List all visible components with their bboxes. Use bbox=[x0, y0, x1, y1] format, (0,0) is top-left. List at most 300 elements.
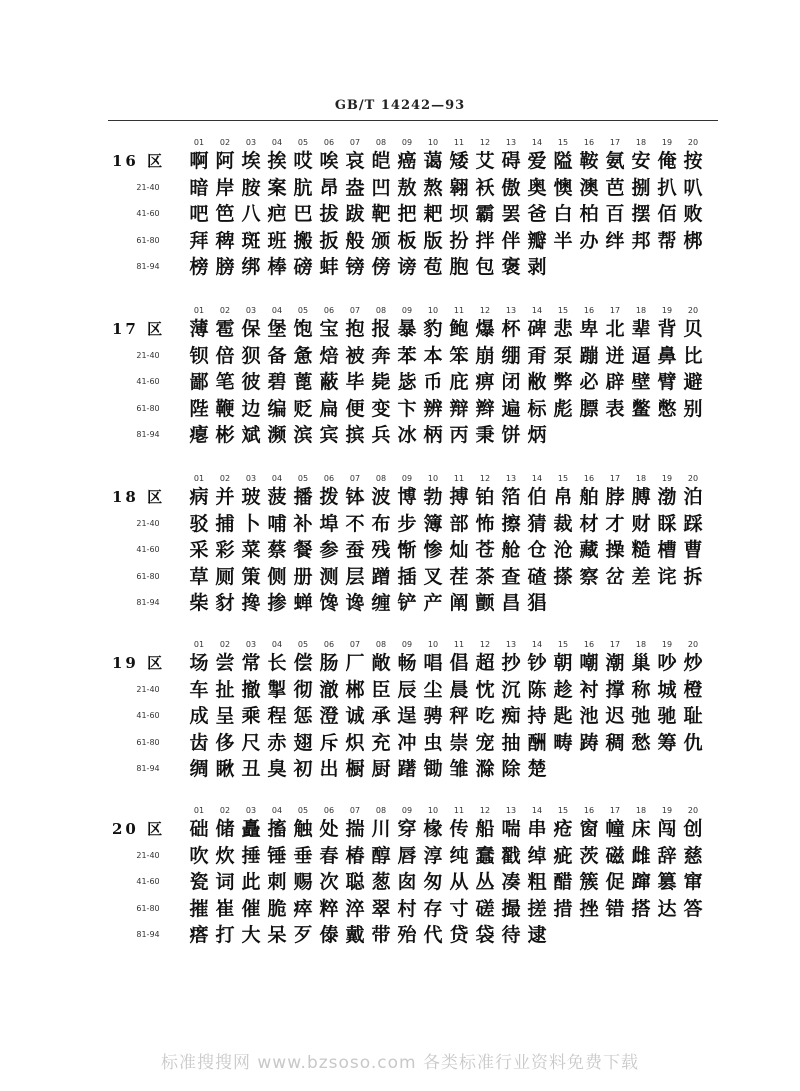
column-number: 12 bbox=[479, 138, 491, 147]
column-number: 20 bbox=[687, 138, 699, 147]
column-number: 17 bbox=[609, 640, 621, 649]
hanzi-cell: 蔽 bbox=[319, 371, 339, 393]
hanzi-cell: 爆 bbox=[475, 318, 495, 340]
hanzi-cell: 餐 bbox=[293, 539, 313, 561]
column-number: 04 bbox=[271, 806, 283, 815]
column-number: 04 bbox=[271, 306, 283, 315]
hanzi-cell: 包 bbox=[475, 256, 495, 278]
hanzi-cell: 操 bbox=[605, 539, 625, 561]
hanzi-cell: 藏 bbox=[579, 539, 599, 561]
hanzi-cell: 侧 bbox=[267, 566, 287, 588]
column-number: 14 bbox=[531, 806, 543, 815]
hanzi-cell: 渤 bbox=[657, 486, 677, 508]
hanzi-cell: 笔 bbox=[215, 371, 235, 393]
hanzi-cell: 秤 bbox=[449, 705, 469, 727]
hanzi-cell: 炽 bbox=[345, 732, 365, 754]
column-number: 10 bbox=[427, 474, 439, 483]
hanzi-cell: 酬 bbox=[527, 732, 547, 754]
hanzi-cell: 绷 bbox=[501, 345, 521, 367]
hanzi-cell: 凹 bbox=[371, 177, 391, 199]
hanzi-cell: 踌 bbox=[579, 732, 599, 754]
hanzi-cell: 遍 bbox=[501, 398, 521, 420]
hanzi-cell: 袋 bbox=[475, 924, 495, 946]
hanzi-cell: 暴 bbox=[397, 318, 417, 340]
hanzi-cell: 悲 bbox=[553, 318, 573, 340]
hanzi-cell: 草 bbox=[189, 566, 209, 588]
hanzi-cell: 搏 bbox=[449, 486, 469, 508]
char-row bbox=[0, 538, 800, 562]
hanzi-cell: 厕 bbox=[215, 566, 235, 588]
hanzi-cell: 宝 bbox=[319, 318, 339, 340]
row-range-label: 81-94 bbox=[136, 598, 160, 607]
hanzi-cell: 臣 bbox=[371, 679, 391, 701]
hanzi-cell: 错 bbox=[605, 898, 625, 920]
column-number: 18 bbox=[635, 474, 647, 483]
column-number: 10 bbox=[427, 806, 439, 815]
page-header: GB/T 14242—93 bbox=[334, 98, 466, 113]
hanzi-cell: 钡 bbox=[189, 345, 209, 367]
hanzi-cell: 炒 bbox=[683, 652, 703, 674]
hanzi-cell: 奔 bbox=[371, 345, 391, 367]
hanzi-cell: 弊 bbox=[553, 371, 573, 393]
hanzi-cell: 版 bbox=[423, 230, 443, 252]
hanzi-cell: 逼 bbox=[631, 345, 651, 367]
column-number: 15 bbox=[557, 306, 569, 315]
hanzi-cell: 搓 bbox=[527, 898, 547, 920]
hanzi-cell: 拔 bbox=[319, 203, 339, 225]
hanzi-cell: 胞 bbox=[449, 256, 469, 278]
hanzi-cell: 蔡 bbox=[267, 539, 287, 561]
zone-block bbox=[0, 474, 800, 624]
hanzi-cell: 蠢 bbox=[475, 845, 495, 867]
hanzi-cell: 撑 bbox=[605, 679, 625, 701]
hanzi-cell: 囱 bbox=[397, 871, 417, 893]
hanzi-cell: 葱 bbox=[371, 871, 391, 893]
hanzi-cell: 饱 bbox=[293, 318, 313, 340]
hanzi-cell: 膀 bbox=[215, 256, 235, 278]
column-number: 09 bbox=[401, 640, 413, 649]
column-number: 07 bbox=[349, 806, 361, 815]
char-row bbox=[0, 317, 800, 341]
char-row bbox=[0, 229, 800, 253]
hanzi-cell: 侈 bbox=[215, 732, 235, 754]
hanzi-cell: 播 bbox=[293, 486, 313, 508]
hanzi-cell: 爱 bbox=[527, 150, 547, 172]
row-range-label: 81-94 bbox=[136, 430, 160, 439]
zone-label: 16 区 bbox=[112, 152, 166, 170]
hanzi-cell: 哀 bbox=[345, 150, 365, 172]
hanzi-cell: 匆 bbox=[423, 871, 443, 893]
hanzi-cell: 掣 bbox=[267, 679, 287, 701]
row-range-label: 21-40 bbox=[136, 851, 160, 860]
hanzi-cell: 出 bbox=[319, 758, 339, 780]
hanzi-cell: 畴 bbox=[553, 732, 573, 754]
hanzi-cell: 拨 bbox=[319, 486, 339, 508]
column-number: 02 bbox=[219, 806, 231, 815]
column-number: 10 bbox=[427, 306, 439, 315]
hanzi-cell: 磋 bbox=[475, 898, 495, 920]
hanzi-cell: 焙 bbox=[319, 345, 339, 367]
column-number: 05 bbox=[297, 138, 309, 147]
column-number: 05 bbox=[297, 474, 309, 483]
hanzi-cell: 博 bbox=[397, 486, 417, 508]
row-range-label: 61-80 bbox=[136, 572, 160, 581]
row-characters bbox=[186, 870, 706, 894]
hanzi-cell: 敞 bbox=[371, 652, 391, 674]
hanzi-cell: 郴 bbox=[345, 679, 365, 701]
hanzi-cell: 彬 bbox=[215, 424, 235, 446]
row-characters bbox=[186, 651, 706, 675]
hanzi-cell: 从 bbox=[449, 871, 469, 893]
hanzi-cell: 戳 bbox=[501, 845, 521, 867]
hanzi-cell: 鲍 bbox=[449, 318, 469, 340]
hanzi-cell: 矮 bbox=[449, 150, 469, 172]
zone-label: 18 区 bbox=[112, 488, 166, 506]
column-number: 04 bbox=[271, 474, 283, 483]
hanzi-cell: 插 bbox=[397, 566, 417, 588]
hanzi-cell: 白 bbox=[553, 203, 573, 225]
hanzi-cell: 捕 bbox=[215, 513, 235, 535]
hanzi-cell: 稠 bbox=[605, 732, 625, 754]
hanzi-cell: 础 bbox=[189, 818, 209, 840]
hanzi-cell: 被 bbox=[345, 345, 365, 367]
hanzi-cell: 脖 bbox=[605, 486, 625, 508]
hanzi-cell: 春 bbox=[319, 845, 339, 867]
hanzi-cell: 保 bbox=[241, 318, 261, 340]
hanzi-cell: 毙 bbox=[371, 371, 391, 393]
hanzi-cell: 持 bbox=[527, 705, 547, 727]
column-number: 06 bbox=[323, 640, 335, 649]
hanzi-cell: 膊 bbox=[631, 486, 651, 508]
hanzi-cell: 驰 bbox=[657, 705, 677, 727]
hanzi-cell: 扳 bbox=[319, 230, 339, 252]
hanzi-cell: 办 bbox=[579, 230, 599, 252]
hanzi-cell: 抱 bbox=[345, 318, 365, 340]
hanzi-cell: 氨 bbox=[605, 150, 625, 172]
hanzi-cell: 诧 bbox=[657, 566, 677, 588]
hanzi-cell: 尘 bbox=[423, 679, 443, 701]
hanzi-cell: 词 bbox=[215, 871, 235, 893]
hanzi-cell: 吹 bbox=[189, 845, 209, 867]
column-number: 16 bbox=[583, 474, 595, 483]
column-number: 01 bbox=[193, 806, 205, 815]
column-number: 09 bbox=[401, 806, 413, 815]
column-number: 20 bbox=[687, 306, 699, 315]
row-characters bbox=[186, 176, 706, 200]
column-number: 03 bbox=[245, 474, 257, 483]
hanzi-cell: 柏 bbox=[579, 203, 599, 225]
column-number: 01 bbox=[193, 474, 205, 483]
hanzi-cell: 倍 bbox=[215, 345, 235, 367]
hanzi-cell: 仓 bbox=[527, 539, 547, 561]
hanzi-cell: 惫 bbox=[293, 345, 313, 367]
hanzi-cell: 驳 bbox=[189, 513, 209, 535]
char-row bbox=[0, 149, 800, 173]
hanzi-cell: 澄 bbox=[319, 705, 339, 727]
hanzi-cell: 敝 bbox=[527, 371, 547, 393]
column-number: 12 bbox=[479, 806, 491, 815]
hanzi-cell: 椿 bbox=[345, 845, 365, 867]
hanzi-cell: 甭 bbox=[527, 345, 547, 367]
hanzi-cell: 懊 bbox=[553, 177, 573, 199]
hanzi-cell: 碧 bbox=[267, 371, 287, 393]
hanzi-cell: 绸 bbox=[189, 758, 209, 780]
column-number: 08 bbox=[375, 138, 387, 147]
hanzi-cell: 忱 bbox=[475, 679, 495, 701]
char-row bbox=[0, 897, 800, 921]
hanzi-cell: 俺 bbox=[657, 150, 677, 172]
hanzi-cell: 乘 bbox=[241, 705, 261, 727]
hanzi-cell: 蹿 bbox=[631, 871, 651, 893]
hanzi-cell: 颁 bbox=[371, 230, 391, 252]
column-number: 06 bbox=[323, 806, 335, 815]
hanzi-cell: 丑 bbox=[241, 758, 261, 780]
hanzi-cell: 成 bbox=[189, 705, 209, 727]
hanzi-cell: 玻 bbox=[241, 486, 261, 508]
column-number-row bbox=[186, 138, 706, 148]
hanzi-cell: 戴 bbox=[345, 924, 365, 946]
hanzi-cell: 聪 bbox=[345, 871, 365, 893]
hanzi-cell: 蚌 bbox=[319, 256, 339, 278]
hanzi-cell: 鞍 bbox=[579, 150, 599, 172]
hanzi-cell: 船 bbox=[475, 818, 495, 840]
hanzi-cell: 痹 bbox=[475, 371, 495, 393]
hanzi-cell: 辨 bbox=[423, 398, 443, 420]
row-characters bbox=[186, 397, 706, 421]
hanzi-cell: 池 bbox=[579, 705, 599, 727]
column-number: 15 bbox=[557, 138, 569, 147]
hanzi-cell: 辰 bbox=[397, 679, 417, 701]
hanzi-cell: 脆 bbox=[267, 898, 287, 920]
hanzi-cell: 措 bbox=[553, 898, 573, 920]
hanzi-cell: 搽 bbox=[553, 566, 573, 588]
char-row bbox=[0, 397, 800, 421]
row-characters bbox=[186, 565, 706, 589]
hanzi-cell: 层 bbox=[345, 566, 365, 588]
column-number: 14 bbox=[531, 474, 543, 483]
hanzi-cell: 剥 bbox=[527, 256, 547, 278]
hanzi-cell: 补 bbox=[293, 513, 313, 535]
hanzi-cell: 猖 bbox=[527, 592, 547, 614]
hanzi-cell: 必 bbox=[579, 371, 599, 393]
row-range-label: 41-60 bbox=[136, 377, 160, 386]
hanzi-cell: 唱 bbox=[423, 652, 443, 674]
hanzi-cell: 佰 bbox=[657, 203, 677, 225]
hanzi-cell: 逮 bbox=[527, 924, 547, 946]
hanzi-cell: 盎 bbox=[345, 177, 365, 199]
column-number: 06 bbox=[323, 474, 335, 483]
hanzi-cell: 布 bbox=[371, 513, 391, 535]
hanzi-cell: 处 bbox=[319, 818, 339, 840]
hanzi-cell: 阐 bbox=[449, 592, 469, 614]
hanzi-cell: 捶 bbox=[241, 845, 261, 867]
hanzi-cell: 备 bbox=[267, 345, 287, 367]
hanzi-cell: 班 bbox=[267, 230, 287, 252]
hanzi-cell: 慈 bbox=[683, 845, 703, 867]
hanzi-cell: 苍 bbox=[475, 539, 495, 561]
hanzi-cell: 愁 bbox=[631, 732, 651, 754]
hanzi-cell: 碍 bbox=[501, 150, 521, 172]
hanzi-cell: 床 bbox=[631, 818, 651, 840]
char-row bbox=[0, 370, 800, 394]
hanzi-cell: 蹦 bbox=[579, 345, 599, 367]
hanzi-cell: 隘 bbox=[553, 150, 573, 172]
hanzi-cell: 昌 bbox=[501, 592, 521, 614]
column-number: 08 bbox=[375, 806, 387, 815]
column-number: 10 bbox=[427, 138, 439, 147]
hanzi-cell: 参 bbox=[319, 539, 339, 561]
hanzi-cell: 傣 bbox=[319, 924, 339, 946]
hanzi-cell: 程 bbox=[267, 705, 287, 727]
hanzi-cell: 车 bbox=[189, 679, 209, 701]
hanzi-cell: 痴 bbox=[501, 705, 521, 727]
hanzi-cell: 弛 bbox=[631, 705, 651, 727]
hanzi-cell: 滨 bbox=[293, 424, 313, 446]
hanzi-cell: 斌 bbox=[241, 424, 261, 446]
hanzi-cell: 扁 bbox=[319, 398, 339, 420]
hanzi-cell: 呈 bbox=[215, 705, 235, 727]
hanzi-cell: 钵 bbox=[345, 486, 365, 508]
hanzi-cell: 残 bbox=[371, 539, 391, 561]
hanzi-cell: 查 bbox=[501, 566, 521, 588]
hanzi-cell: 蓖 bbox=[293, 371, 313, 393]
hanzi-cell: 唉 bbox=[319, 150, 339, 172]
hanzi-cell: 篡 bbox=[657, 871, 677, 893]
hanzi-cell: 淳 bbox=[423, 845, 443, 867]
column-number: 20 bbox=[687, 640, 699, 649]
column-number: 09 bbox=[401, 474, 413, 483]
char-row bbox=[0, 923, 800, 947]
hanzi-cell: 疮 bbox=[553, 818, 573, 840]
hanzi-cell: 膘 bbox=[579, 398, 599, 420]
hanzi-cell: 趁 bbox=[553, 679, 573, 701]
column-number: 12 bbox=[479, 306, 491, 315]
hanzi-cell: 材 bbox=[579, 513, 599, 535]
char-row bbox=[0, 870, 800, 894]
row-range-label: 21-40 bbox=[136, 183, 160, 192]
column-number: 03 bbox=[245, 806, 257, 815]
hanzi-cell: 楚 bbox=[527, 758, 547, 780]
hanzi-cell: 钞 bbox=[527, 652, 547, 674]
hanzi-cell: 岸 bbox=[215, 177, 235, 199]
hanzi-cell: 坝 bbox=[449, 203, 469, 225]
hanzi-cell: 撤 bbox=[241, 679, 261, 701]
hanzi-cell: 巢 bbox=[631, 652, 651, 674]
hanzi-cell: 赐 bbox=[293, 871, 313, 893]
hanzi-cell: 笨 bbox=[449, 345, 469, 367]
hanzi-cell: 边 bbox=[241, 398, 261, 420]
hanzi-cell: 翅 bbox=[293, 732, 313, 754]
hanzi-cell: 凑 bbox=[501, 871, 521, 893]
hanzi-cell: 肮 bbox=[293, 177, 313, 199]
hanzi-cell: 矗 bbox=[241, 818, 261, 840]
hanzi-cell: 百 bbox=[605, 203, 625, 225]
row-range-label: 41-60 bbox=[136, 545, 160, 554]
hanzi-cell: 埠 bbox=[319, 513, 339, 535]
row-characters bbox=[186, 844, 706, 868]
hanzi-cell: 冲 bbox=[397, 732, 417, 754]
char-row bbox=[0, 704, 800, 728]
column-number: 18 bbox=[635, 806, 647, 815]
hanzi-cell: 碑 bbox=[527, 318, 547, 340]
hanzi-cell: 偿 bbox=[293, 652, 313, 674]
column-number: 17 bbox=[609, 138, 621, 147]
hanzi-cell: 次 bbox=[319, 871, 339, 893]
hanzi-cell: 掺 bbox=[267, 592, 287, 614]
hanzi-cell: 扒 bbox=[657, 177, 677, 199]
hanzi-cell: 摆 bbox=[631, 203, 651, 225]
row-characters bbox=[186, 202, 706, 226]
column-number: 10 bbox=[427, 640, 439, 649]
hanzi-cell: 厨 bbox=[371, 758, 391, 780]
hanzi-cell: 茨 bbox=[579, 845, 599, 867]
hanzi-cell: 歹 bbox=[293, 924, 313, 946]
zone-label: 20 区 bbox=[112, 820, 166, 838]
hanzi-cell: 阿 bbox=[215, 150, 235, 172]
row-characters bbox=[186, 255, 550, 279]
hanzi-cell: 棒 bbox=[267, 256, 287, 278]
column-number: 03 bbox=[245, 138, 257, 147]
hanzi-cell: 抄 bbox=[501, 652, 521, 674]
hanzi-cell: 滁 bbox=[475, 758, 495, 780]
hanzi-cell: 胺 bbox=[241, 177, 261, 199]
row-characters bbox=[186, 591, 550, 615]
hanzi-cell: 储 bbox=[215, 818, 235, 840]
char-row bbox=[0, 423, 800, 447]
row-characters bbox=[186, 485, 706, 509]
hanzi-cell: 簿 bbox=[423, 513, 443, 535]
hanzi-cell: 充 bbox=[371, 732, 391, 754]
hanzi-cell: 臂 bbox=[657, 371, 677, 393]
hanzi-cell: 并 bbox=[215, 486, 235, 508]
row-characters bbox=[186, 757, 550, 781]
hanzi-cell: 彻 bbox=[293, 679, 313, 701]
hanzi-cell: 陛 bbox=[189, 398, 209, 420]
hanzi-cell: 筹 bbox=[657, 732, 677, 754]
hanzi-cell: 茶 bbox=[475, 566, 495, 588]
hanzi-cell: 迸 bbox=[605, 345, 625, 367]
hanzi-cell: 安 bbox=[631, 150, 651, 172]
hanzi-cell: 秉 bbox=[475, 424, 495, 446]
hanzi-cell: 待 bbox=[501, 924, 521, 946]
hanzi-cell: 此 bbox=[241, 871, 261, 893]
column-number: 19 bbox=[661, 474, 673, 483]
hanzi-cell: 摧 bbox=[189, 898, 209, 920]
hanzi-cell: 铲 bbox=[397, 592, 417, 614]
hanzi-cell: 辟 bbox=[605, 371, 625, 393]
char-row bbox=[0, 565, 800, 589]
hanzi-cell: 卑 bbox=[579, 318, 599, 340]
hanzi-cell: 鄙 bbox=[189, 371, 209, 393]
hanzi-cell: 柄 bbox=[423, 424, 443, 446]
hanzi-cell: 辞 bbox=[657, 845, 677, 867]
hanzi-cell: 爸 bbox=[527, 203, 547, 225]
hanzi-cell: 翠 bbox=[371, 898, 391, 920]
hanzi-cell: 谤 bbox=[397, 256, 417, 278]
hanzi-cell: 北 bbox=[605, 318, 625, 340]
hanzi-cell: 雏 bbox=[449, 758, 469, 780]
hanzi-cell: 绑 bbox=[241, 256, 261, 278]
char-row bbox=[0, 817, 800, 841]
hanzi-cell: 匙 bbox=[553, 705, 573, 727]
char-row bbox=[0, 731, 800, 755]
hanzi-cell: 壁 bbox=[631, 371, 651, 393]
hanzi-cell: 闭 bbox=[501, 371, 521, 393]
hanzi-cell: 淬 bbox=[345, 898, 365, 920]
column-number: 15 bbox=[557, 806, 569, 815]
hanzi-cell: 菜 bbox=[241, 539, 261, 561]
hanzi-cell: 灿 bbox=[449, 539, 469, 561]
